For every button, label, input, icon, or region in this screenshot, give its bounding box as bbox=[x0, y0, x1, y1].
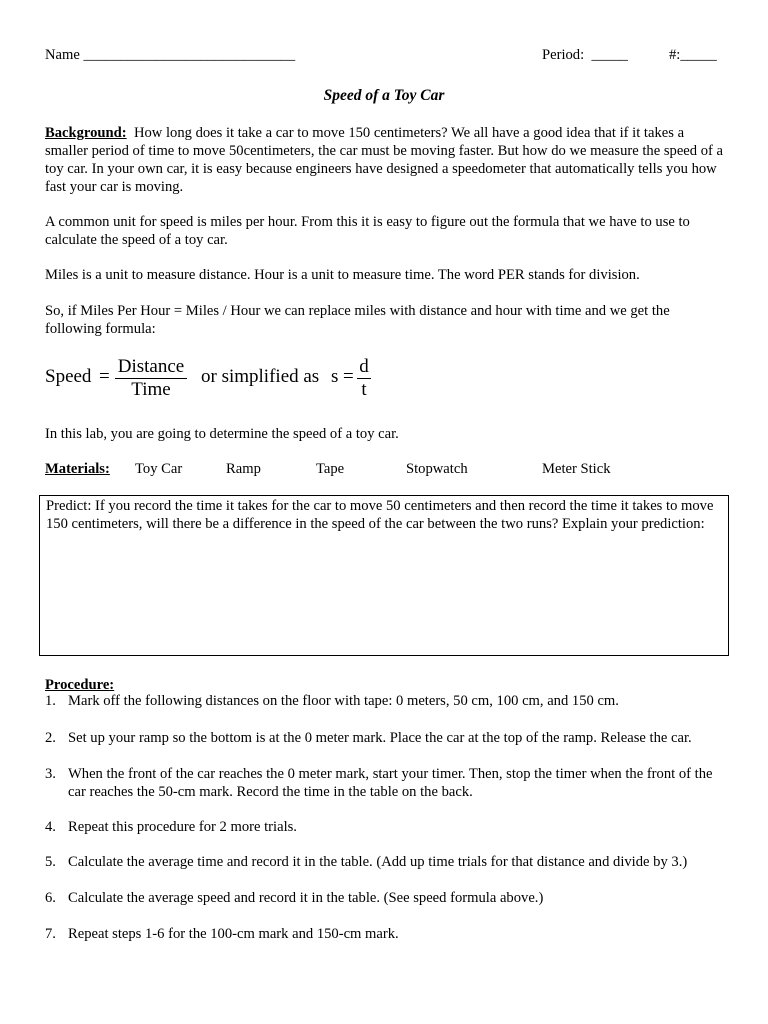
formula-lhs-short: s bbox=[331, 366, 339, 387]
formula-equals: = bbox=[99, 366, 110, 387]
procedure-label: Procedure: bbox=[45, 677, 115, 693]
formula-middle-text: or simplified as bbox=[201, 366, 320, 387]
formula-denominator-short: t bbox=[361, 379, 367, 400]
period-label: Period: bbox=[542, 47, 585, 63]
formula-numerator-short: d bbox=[359, 356, 369, 377]
formula-fraction-short bbox=[357, 356, 371, 401]
materials-label: Materials: bbox=[45, 461, 110, 477]
material-stopwatch: Stopwatch bbox=[406, 461, 468, 477]
name-blank[interactable]: _____________________________ bbox=[83, 47, 296, 63]
formula-numerator: Distance bbox=[117, 356, 185, 377]
paragraph-definitions: Miles is a unit to measure distance. Hour is a unit to measure time. The word PER stands for division. bbox=[45, 267, 640, 283]
predict-box[interactable] bbox=[39, 495, 729, 656]
number-label: #: bbox=[669, 47, 681, 63]
background-paragraph bbox=[45, 124, 723, 196]
paragraph-formula-intro: So, if Miles Per Hour = Miles / Hour we can replace miles with distance and hour with time and we get the following formula: bbox=[45, 303, 670, 337]
predict-text: Predict: If you record the time it takes for the car to move 50 centimeters and then record the time it takes to move 150 centimeters, will there be a difference in the speed of the car between the two runs? Explain your prediction: bbox=[46, 498, 714, 532]
formula-equals-short: = bbox=[343, 366, 354, 387]
period-blank[interactable]: _____ bbox=[591, 47, 628, 63]
background-text: How long does it take a car to move 150 centimeters? We all have a good idea that if it takes a smaller period of time to move 50centimeters, the car must be moving faster. But how do we measure the speed of a toy car. In your own car, it is easy because engineers have designed a speedometer that automatically tells you how fast your car is moving. bbox=[45, 125, 724, 195]
number-field bbox=[669, 46, 717, 64]
number-blank[interactable]: _____ bbox=[680, 47, 717, 63]
material-toy-car: Toy Car bbox=[135, 461, 183, 477]
name-label: Name bbox=[45, 47, 80, 63]
formula-denominator: Time bbox=[131, 379, 171, 400]
material-tape: Tape bbox=[316, 461, 345, 477]
background-label: Background: bbox=[45, 125, 127, 141]
material-ramp: Ramp bbox=[226, 461, 261, 477]
name-field bbox=[45, 46, 295, 64]
period-field bbox=[542, 46, 628, 64]
formula-fraction bbox=[115, 356, 187, 401]
lab-intro: In this lab, you are going to determine the speed of a toy car. bbox=[45, 426, 399, 442]
paragraph-units: A common unit for speed is miles per hour. From this it is easy to figure out the formula that we have to use to calculate the speed of a toy car. bbox=[45, 214, 690, 248]
formula-lhs: Speed bbox=[45, 366, 92, 387]
page-title: Speed of a Toy Car bbox=[323, 87, 445, 104]
material-meter-stick: Meter Stick bbox=[542, 461, 611, 477]
